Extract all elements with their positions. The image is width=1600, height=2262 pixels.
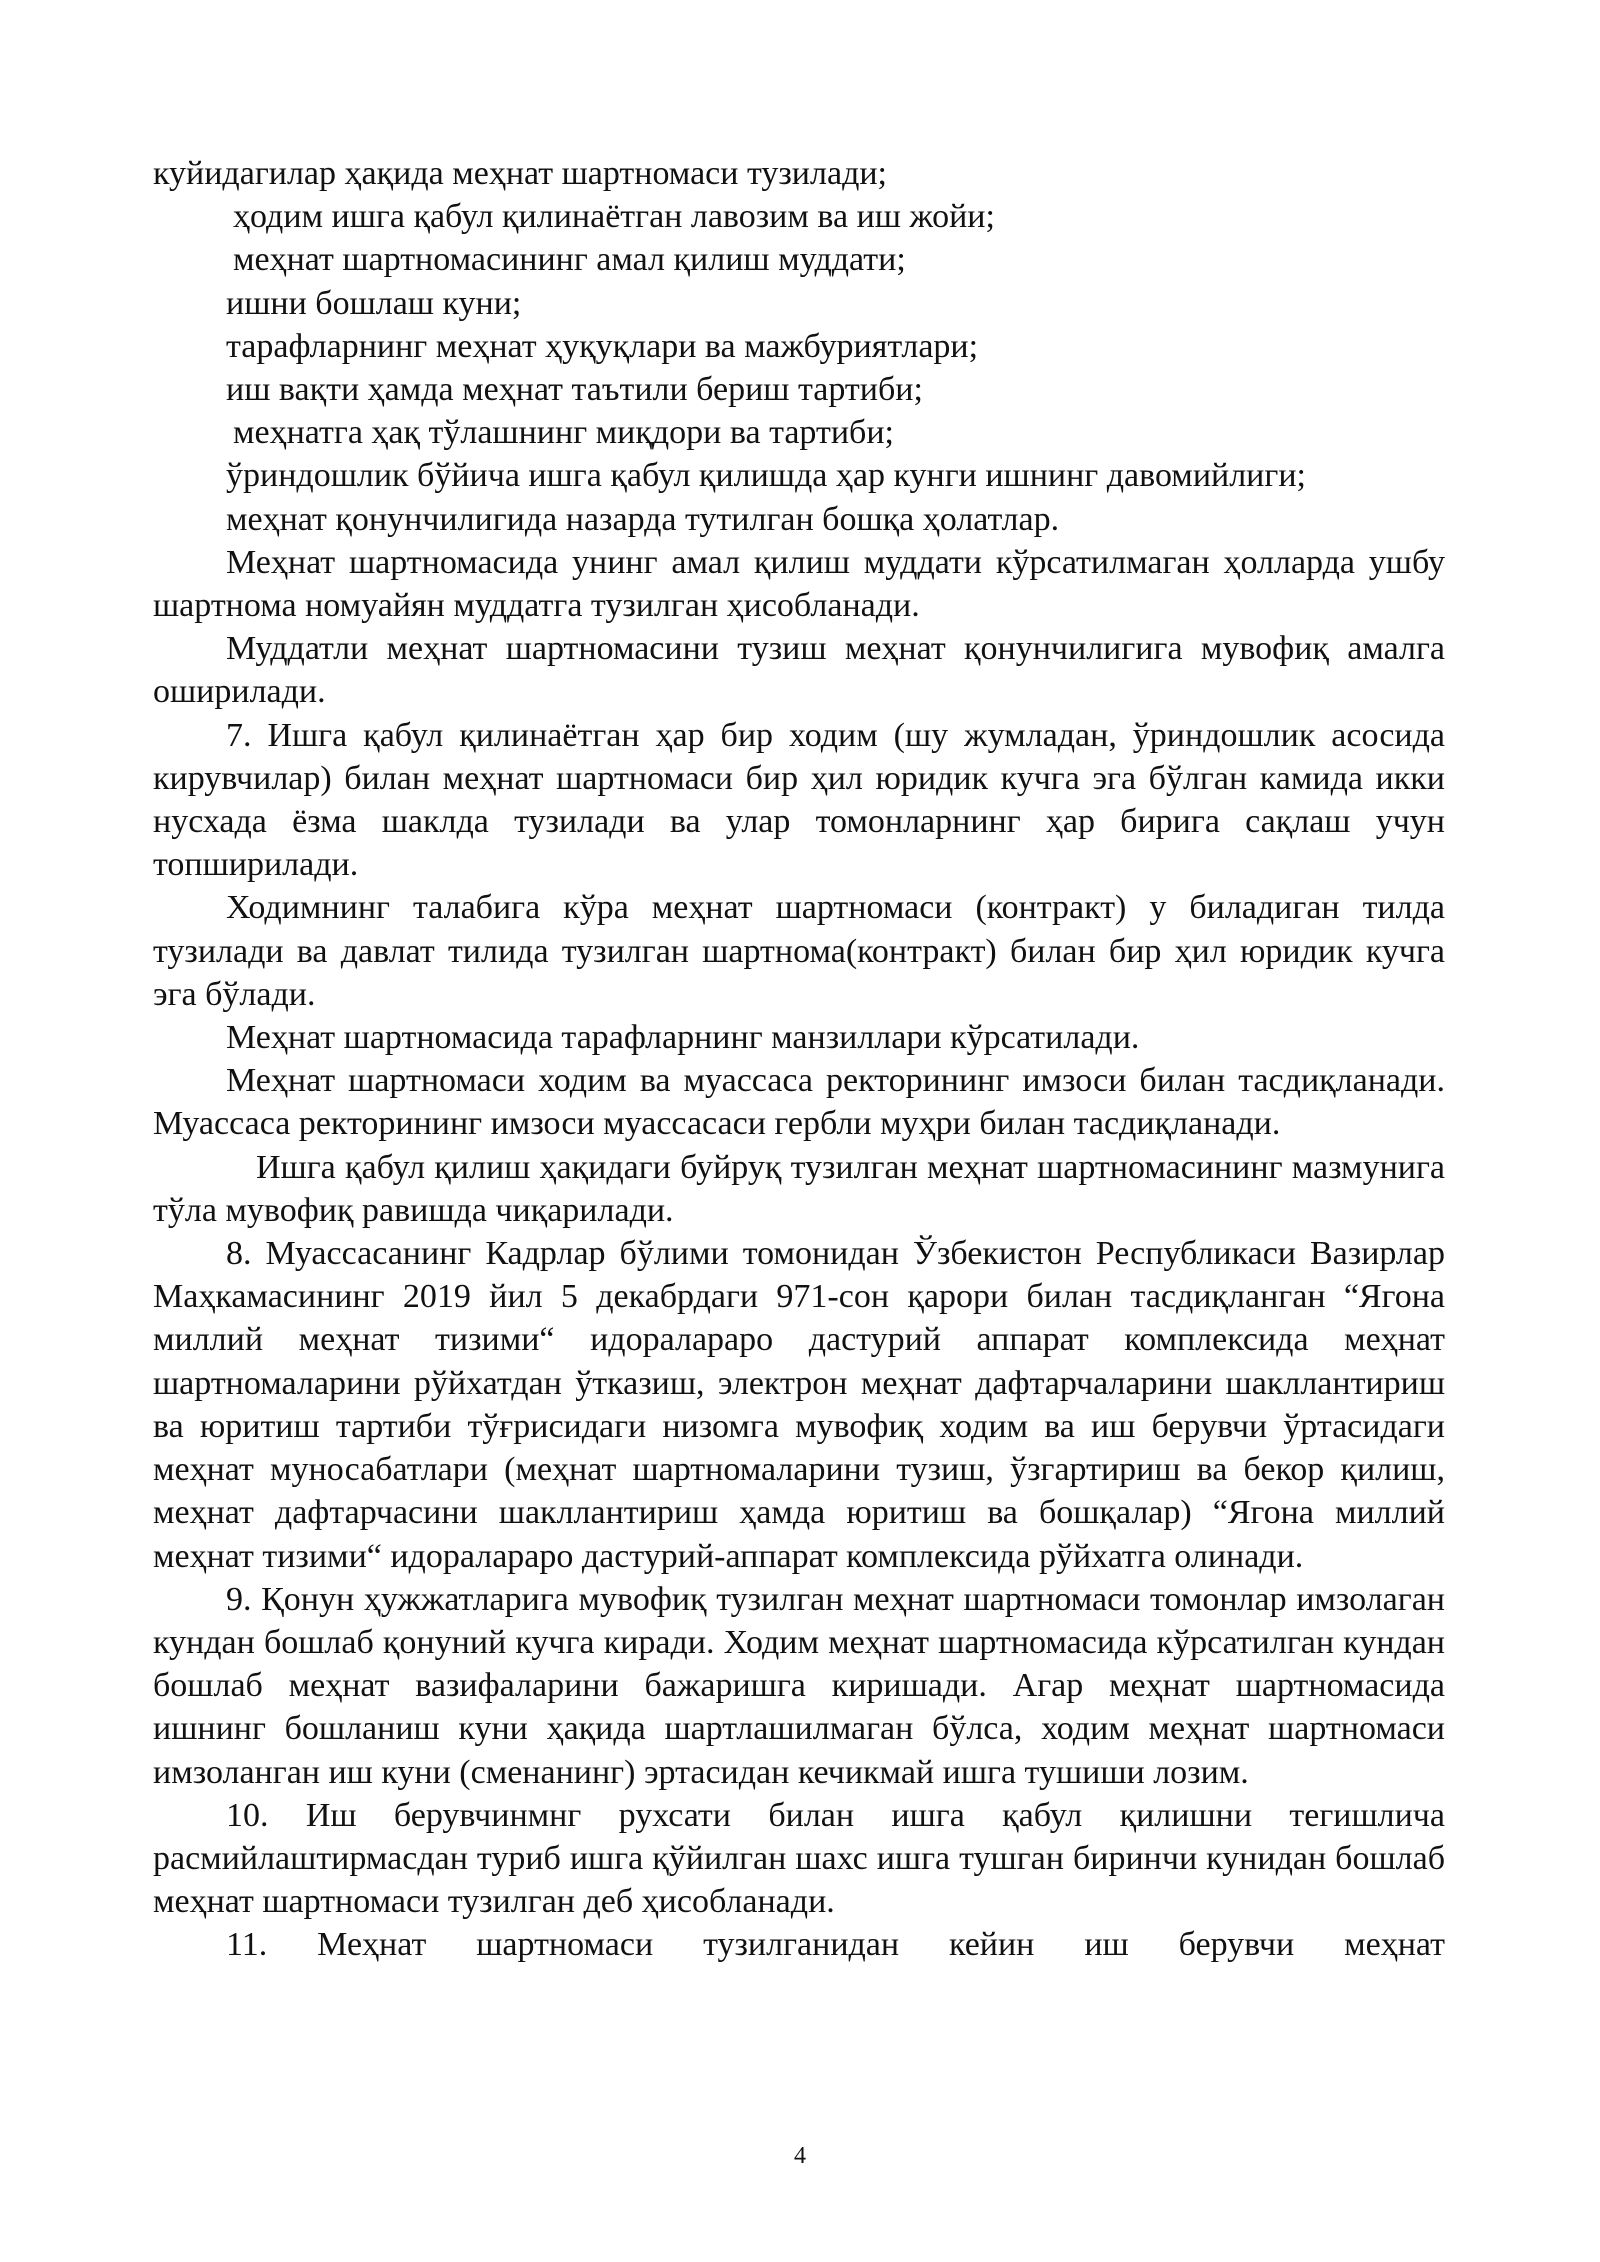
paragraph-8-registration: 8. Муассасанинг Кадрлар бўлими томонидан Ўзбекистон Республикаси Вазирлар Маҳкамасининг 2019 йил 5 декабрдаги 971-сон қарори билан тасдиқланган “Ягона миллий меҳнат тизими“ идоралараро дастурий аппарат комплексида меҳнат шартномаларини рўйхатдан ўтказиш, электрон меҳнат дафтарчаларини шакллантириш ва юритиш тартиби тўғрисидаги низомга мувофиқ ходим ва иш берувчи ўртасидаги меҳнат муносабатлари (меҳнат шартномаларини тузиш, ўзгартириш ва бекор қилиш, меҳнат дафтарчасини шакллантириш ҳамда юритиш ва бошқалар) “Ягона миллий меҳнат тизими“ идоралараро дастурий-аппарат комплексида рўйхатга олинади. xyxy=(153,1235,1445,1575)
document-body xyxy=(153,152,1445,1967)
intro-line: куйидагилар ҳақида меҳнат шартномаси тузилади; xyxy=(153,155,888,192)
list-item-position: ҳодим ишга қабул қилинаётган лавозим ва иш жойи; xyxy=(233,198,995,236)
paragraph-7-two-copies: 7. Ишга қабул қилинаётган ҳар бир ходим (шу жумладан, ўриндошлик асосида кирувчилар) билан меҳнат шартномаси бир ҳил юридик кучга эга бўлган камида икки нусхада ёзма шаклда тузилади ва улар томонларнинг ҳар бирига сақлаш учун топширилади. xyxy=(153,716,1445,884)
paragraph-order: Ишга қабул қилиш ҳақидаги буйруқ тузилган меҳнат шартномасининг мазмунига тўла мувофиқ равишда чиқарилади. xyxy=(153,1148,1445,1229)
list-item-other-cases: меҳнат қонунчилигида назарда тутилган бошқа ҳолатлар. xyxy=(226,500,1060,538)
page-number: 4 xyxy=(794,2143,806,2169)
list-item-pay: меҳнатга ҳақ тўлашнинг миқдори ва тартиби; xyxy=(233,414,894,452)
paragraph-11-after-contract: 11. Меҳнат шартномаси тузилганидан кейин иш берувчи меҳнат xyxy=(226,1926,1445,1964)
paragraph-fixed-term: Муддатли меҳнат шартномасини тузиш меҳнат қонунчилигига мувофиқ амалга оширилади. xyxy=(153,630,1445,711)
list-item-rights-duties: тарафларнинг меҳнат ҳуқуқлари ва мажбуриятлари; xyxy=(226,327,979,365)
list-item-work-time: иш вақти ҳамда меҳнат таътили бериш тартиби; xyxy=(226,371,923,409)
paragraph-addresses: Меҳнат шартномасида тарафларнинг манзиллари кўрсатилади. xyxy=(226,1019,1140,1057)
list-item-part-time: ўриндошлик бўйича ишга қабул қилишда ҳар кунги ишнинг давомийлиги; xyxy=(226,457,1306,495)
list-item-contract-term: меҳнат шартномасининг амал қилиш муддати; xyxy=(233,241,906,279)
list-item-start-day: ишни бошлаш куни; xyxy=(226,284,522,322)
paragraph-10-admission: 10. Иш берувчинмнг рухсати билан ишга қабул қилишни тегишлича расмийлаштирмасдан туриб ишга қўйилган шахс ишга тушган биринчи кунидан бошлаб меҳнат шартномаси тузилган деб ҳисобланади. xyxy=(153,1796,1445,1921)
paragraph-signature: Меҳнат шартномаси ходим ва муассаса ректорининг имзоси билан тасдиқланади. Муассаса ректорининг имзоси муассасаси гербли муҳри билан тасдиқланади. xyxy=(153,1062,1445,1143)
paragraph-indefinite-term: Меҳнат шартномасида унинг амал қилиш муддати кўрсатилмаган ҳолларда ушбу шартнома номуайян муддатга тузилган ҳисобланади. xyxy=(153,543,1445,625)
paragraph-language: Ходимнинг талабига кўра меҳнат шартномаси (контракт) у биладиган тилда тузилади ва давлат тилида тузилган шартнома(контракт) билан бир ҳил юридик кучга эга бўлади. xyxy=(153,889,1445,1013)
paragraph-9-legal-force: 9. Қонун ҳужжатларига мувофиқ тузилган меҳнат шартномаси томонлар имзолаган кундан бошлаб қонуний кучга киради. Ходим меҳнат шартномасида кўрсатилган кундан бошлаб меҳнат вазифаларини бажаришга киришади. Агар меҳнат шартномасида ишнинг бошланиш куни ҳақида шартлашилмаган бўлса, ходим меҳнат шартномаси имзоланган иш куни (сменанинг) эртасидан кечикмай ишга тушиши лозим. xyxy=(153,1580,1445,1791)
